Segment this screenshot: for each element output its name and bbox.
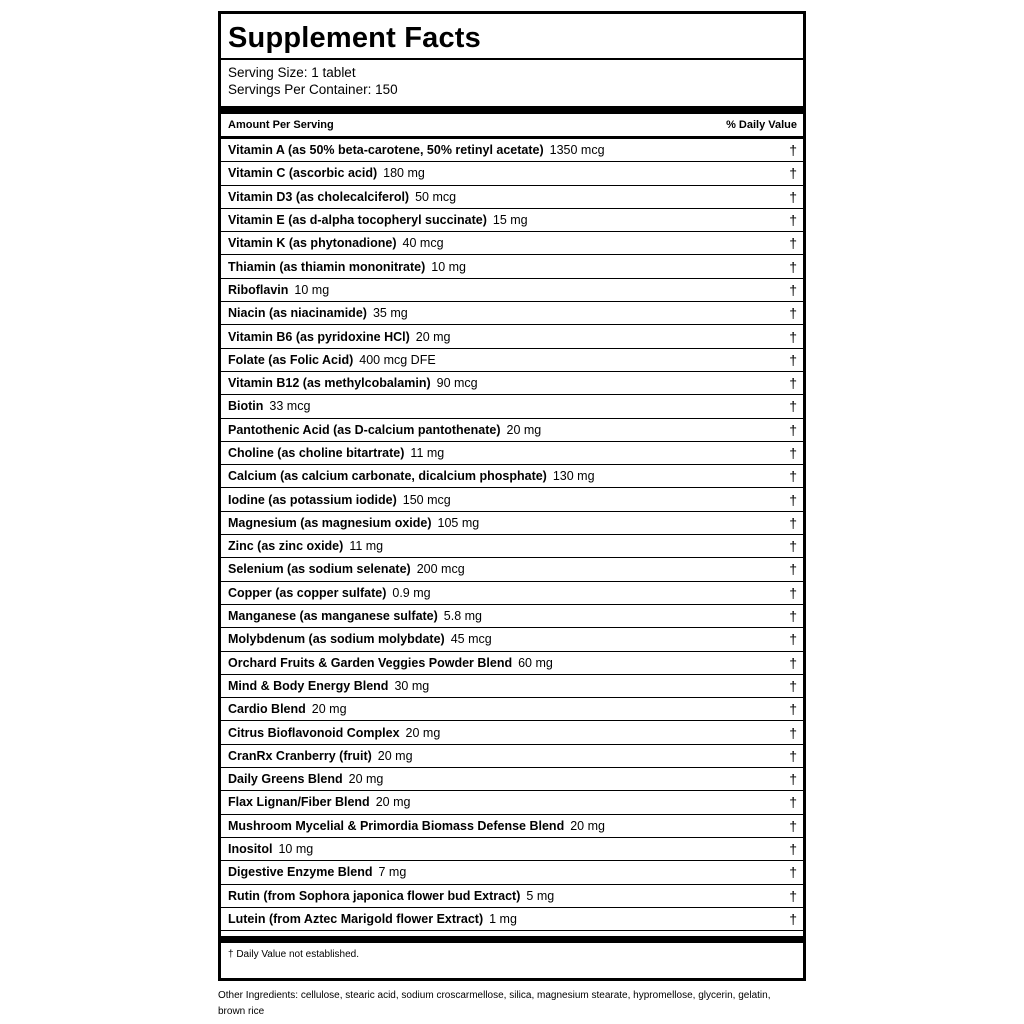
nutrient-label: [228, 213, 528, 227]
nutrient-row: [221, 651, 803, 674]
nutrient-label: [228, 446, 444, 460]
nutrient-label: [228, 772, 383, 786]
nutrient-amount: 7 mg: [378, 865, 407, 880]
nutrient-name: Iodine (as potassium iodide): [228, 492, 397, 507]
servings-per-container: Servings Per Container: 150: [228, 82, 398, 97]
daily-value-dagger: †: [789, 538, 797, 555]
nutrient-label: [228, 865, 406, 879]
nutrient-amount: 1350 mcg: [549, 143, 605, 158]
daily-value-dagger: †: [789, 584, 797, 601]
daily-value-dagger: †: [789, 421, 797, 438]
daily-value-dagger: †: [789, 305, 797, 322]
serving-size: Serving Size: 1 tablet: [228, 65, 356, 80]
nutrient-row: [221, 208, 803, 231]
nutrient-amount: 20 mg: [405, 725, 441, 740]
nutrient-row: [221, 884, 803, 907]
nutrient-label: [228, 562, 465, 576]
nutrient-name: Zinc (as zinc oxide): [228, 539, 344, 554]
nutrient-amount: 10 mg: [278, 842, 314, 857]
nutrient-label: [228, 632, 492, 646]
nutrient-row: [221, 185, 803, 208]
nutrient-row: [221, 464, 803, 487]
daily-value-dagger: †: [789, 910, 797, 927]
daily-value-dagger: †: [789, 654, 797, 671]
nutrient-row: [221, 557, 803, 580]
nutrient-name: Vitamin D3 (as cholecalciferol): [228, 189, 410, 204]
nutrient-row: [221, 837, 803, 860]
nutrient-row: [221, 697, 803, 720]
nutrient-row: [221, 441, 803, 464]
nutrient-amount: 35 mg: [372, 306, 408, 321]
nutrient-label: [228, 609, 482, 623]
nutrient-label: [228, 423, 541, 437]
nutrient-amount: 130 mg: [552, 469, 595, 484]
daily-value-dagger: †: [789, 887, 797, 904]
daily-value-label: % Daily Value: [726, 119, 797, 131]
nutrient-amount: 20 mg: [348, 772, 384, 787]
thick-divider: [221, 106, 803, 114]
daily-value-dagger: †: [789, 491, 797, 508]
nutrient-amount: 11 mg: [349, 539, 384, 554]
daily-value-dagger: †: [789, 701, 797, 718]
nutrient-label: [228, 842, 313, 856]
nutrient-label: [228, 586, 431, 600]
daily-value-dagger: †: [789, 212, 797, 229]
nutrient-row: [221, 139, 803, 161]
nutrient-row: [221, 790, 803, 813]
nutrient-name: Vitamin B12 (as methylcobalamin): [228, 376, 431, 391]
daily-value-dagger: †: [789, 165, 797, 182]
nutrient-name: Riboflavin: [228, 282, 289, 297]
nutrient-name: Magnesium (as magnesium oxide): [228, 515, 432, 530]
nutrient-name: Thiamin (as thiamin mononitrate): [228, 259, 426, 274]
nutrient-name: Choline (as choline bitartrate): [228, 446, 405, 460]
nutrient-amount: 180 mg: [383, 166, 425, 181]
nutrient-amount: 10 mg: [294, 282, 330, 297]
daily-value-dagger: †: [789, 561, 797, 578]
nutrient-amount: 20 mg: [375, 795, 411, 810]
daily-value-dagger: †: [789, 608, 797, 625]
nutrient-label: [228, 819, 605, 833]
nutrient-label: [228, 679, 429, 693]
thick-divider: [221, 936, 803, 943]
nutrient-row: [221, 418, 803, 441]
nutrient-row: [221, 814, 803, 837]
daily-value-dagger: †: [789, 771, 797, 788]
supplement-facts-panel: [218, 11, 806, 981]
nutrient-label: [228, 166, 425, 180]
nutrient-amount: 20 mg: [506, 422, 542, 437]
nutrient-row: [221, 348, 803, 371]
daily-value-dagger: †: [789, 351, 797, 368]
nutrient-row: [221, 767, 803, 790]
nutrient-amount: 20 mg: [311, 702, 347, 717]
nutrient-amount: 33 mcg: [269, 399, 311, 414]
nutrient-amount: 10 mg: [431, 259, 466, 274]
daily-value-dagger: †: [789, 328, 797, 345]
nutrient-label: [228, 469, 595, 483]
nutrient-name: Daily Greens Blend: [228, 772, 343, 787]
nutrient-row: [221, 394, 803, 417]
nutrient-name: Inositol: [228, 842, 273, 857]
nutrient-label: [228, 376, 478, 390]
nutrient-amount: 0.9 mg: [392, 585, 431, 600]
nutrient-row: [221, 604, 803, 627]
nutrient-name: Copper (as copper sulfate): [228, 585, 387, 600]
nutrient-label: [228, 516, 479, 530]
nutrient-name: Vitamin C (ascorbic acid): [228, 166, 378, 181]
nutrient-row: [221, 534, 803, 557]
nutrient-amount: 200 mcg: [416, 562, 465, 577]
nutrient-label: [228, 143, 605, 157]
nutrient-amount: 5.8 mg: [443, 609, 483, 624]
nutrient-label: [228, 283, 329, 297]
nutrient-name: Citrus Bioflavonoid Complex: [228, 725, 400, 740]
nutrient-row: [221, 744, 803, 767]
nutrient-label: [228, 795, 410, 809]
nutrient-name: Flax Lignan/Fiber Blend: [228, 795, 370, 810]
nutrient-row: [221, 860, 803, 883]
nutrient-name: Pantothenic Acid (as D-calcium pantothenate): [228, 422, 501, 437]
nutrient-amount: 50 mcg: [415, 189, 457, 204]
nutrient-name: CranRx Cranberry (fruit): [228, 748, 372, 763]
daily-value-dagger: †: [789, 188, 797, 205]
daily-value-dagger: †: [789, 631, 797, 648]
nutrient-amount: 45 mcg: [450, 632, 492, 647]
nutrient-amount: 20 mg: [570, 818, 605, 833]
nutrient-name: Cardio Blend: [228, 702, 306, 717]
daily-value-dagger: †: [789, 398, 797, 415]
nutrient-amount: 90 mcg: [436, 376, 478, 391]
nutrient-amount: 150 mcg: [402, 492, 451, 507]
nutrient-label: [228, 260, 466, 274]
nutrient-name: Biotin: [228, 399, 264, 414]
daily-value-dagger: †: [789, 514, 797, 531]
nutrient-list: [221, 139, 803, 930]
nutrient-amount: 11 mg: [410, 446, 445, 460]
daily-value-dagger: †: [789, 468, 797, 485]
nutrient-label: [228, 656, 553, 670]
nutrient-row: [221, 301, 803, 324]
nutrient-name: Calcium (as calcium carbonate, dicalcium phosphate): [228, 469, 547, 484]
daily-value-dagger: †: [789, 841, 797, 858]
nutrient-label: [228, 399, 310, 413]
nutrient-amount: 5 mg: [526, 888, 555, 903]
nutrient-row: [221, 907, 803, 930]
nutrient-label: [228, 539, 383, 553]
nutrient-row: [221, 278, 803, 301]
panel-title: Supplement Facts: [228, 22, 481, 54]
nutrient-row: [221, 324, 803, 347]
nutrient-row: [221, 627, 803, 650]
daily-value-dagger: †: [789, 281, 797, 298]
nutrient-name: Vitamin B6 (as pyridoxine HCl): [228, 329, 410, 344]
nutrient-name: Vitamin E (as d-alpha tocopheryl succinate): [228, 213, 487, 228]
footnote: † Daily Value not established.: [228, 949, 360, 961]
nutrient-row: [221, 161, 803, 184]
daily-value-dagger: †: [789, 375, 797, 392]
nutrient-name: Vitamin A (as 50% beta-carotene, 50% retinyl acetate): [228, 143, 544, 158]
daily-value-dagger: †: [789, 724, 797, 741]
nutrient-label: [228, 330, 451, 344]
nutrient-name: Orchard Fruits & Garden Veggies Powder Blend: [228, 655, 513, 670]
nutrient-name: Vitamin K (as phytonadione): [228, 236, 397, 251]
daily-value-dagger: †: [789, 747, 797, 764]
nutrient-name: Folate (as Folic Acid): [228, 352, 354, 367]
nutrient-name: Lutein (from Aztec Marigold flower Extract): [228, 911, 484, 926]
nutrient-row: [221, 674, 803, 697]
nutrient-label: [228, 306, 408, 320]
nutrient-label: [228, 726, 440, 740]
nutrient-amount: 105 mg: [437, 515, 480, 530]
daily-value-dagger: †: [789, 445, 797, 461]
nutrient-row: [221, 231, 803, 254]
nutrient-label: [228, 912, 517, 926]
nutrient-label: [228, 353, 436, 367]
nutrient-label: [228, 702, 347, 716]
daily-value-dagger: †: [789, 817, 797, 834]
amount-per-serving-label: Amount Per Serving: [228, 119, 334, 131]
nutrient-name: Molybdenum (as sodium molybdate): [228, 632, 445, 647]
daily-value-dagger: †: [789, 677, 797, 694]
serving-info: [221, 60, 803, 106]
nutrient-name: Mushroom Mycelial & Primordia Biomass Defense Blend: [228, 818, 565, 833]
nutrient-amount: 400 mcg DFE: [359, 352, 436, 367]
other-ingredients: Other Ingredients: cellulose, stearic acid, sodium croscarmellose, silica, magnesium stearate, hypromellose, glycerin, gelatin, brown rice: [218, 990, 771, 1017]
daily-value-dagger: †: [789, 235, 797, 252]
daily-value-dagger: †: [789, 794, 797, 811]
daily-value-dagger: †: [789, 864, 797, 881]
nutrient-row: [221, 487, 803, 510]
nutrient-row: [221, 720, 803, 743]
nutrient-label: [228, 889, 554, 903]
nutrient-name: Manganese (as manganese sulfate): [228, 609, 438, 624]
nutrient-name: Selenium (as sodium selenate): [228, 562, 411, 577]
nutrient-amount: 20 mg: [377, 748, 413, 763]
nutrient-amount: 40 mcg: [402, 236, 444, 251]
nutrient-amount: 30 mg: [394, 678, 430, 693]
nutrient-amount: 15 mg: [492, 213, 528, 228]
nutrient-row: [221, 511, 803, 534]
daily-value-dagger: †: [789, 142, 797, 159]
nutrient-row: [221, 371, 803, 394]
nutrient-amount: 1 mg: [489, 911, 517, 926]
column-header: [221, 114, 803, 136]
divider: [221, 930, 803, 931]
nutrient-name: Rutin (from Sophora japonica flower bud Extract): [228, 888, 521, 903]
nutrient-name: Niacin (as niacinamide): [228, 306, 367, 321]
nutrient-name: Digestive Enzyme Blend: [228, 865, 373, 880]
nutrient-row: [221, 254, 803, 277]
nutrient-label: [228, 190, 456, 204]
nutrient-label: [228, 236, 444, 250]
nutrient-name: Mind & Body Energy Blend: [228, 678, 389, 693]
nutrient-label: [228, 749, 413, 763]
nutrient-row: [221, 581, 803, 604]
nutrient-label: [228, 493, 451, 507]
nutrient-amount: 60 mg: [518, 655, 553, 670]
nutrient-amount: 20 mg: [415, 329, 451, 344]
daily-value-dagger: †: [789, 258, 797, 275]
